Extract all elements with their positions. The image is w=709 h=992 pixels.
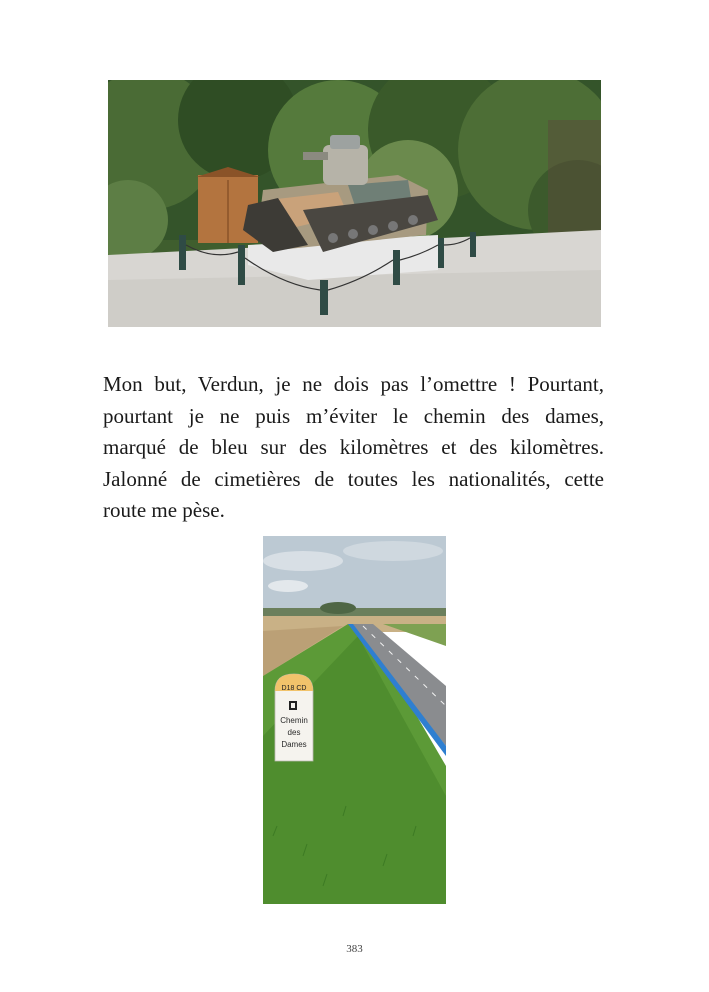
paragraph-line-3: marqué de bleu sur des kilomètres et des kilomètres. (103, 435, 604, 459)
tank-photo (108, 80, 601, 327)
paragraph-line-5: route me pèse. (103, 498, 225, 522)
milestone-line-1: Chemin (280, 716, 308, 725)
milestone-road-number: D18 CD (281, 685, 307, 692)
road-milestone-image (263, 536, 446, 904)
paragraph-line-1: Mon but, Verdun, je ne dois pas l’omettre ! Pourtant, (103, 372, 604, 396)
body-paragraph (103, 369, 604, 527)
milestone-line-2: des (287, 728, 301, 737)
road-milestone-photo (263, 536, 446, 904)
paragraph-line-2: pourtant je ne puis m’éviter le chemin des dames, (103, 403, 604, 428)
tank-photo-image (108, 80, 601, 327)
milestone-line-3: Dames (281, 740, 307, 749)
paragraph-line-4: Jalonné de cimetières de toutes les nationalités, cette (103, 466, 604, 491)
page-number: 383 (346, 943, 363, 955)
